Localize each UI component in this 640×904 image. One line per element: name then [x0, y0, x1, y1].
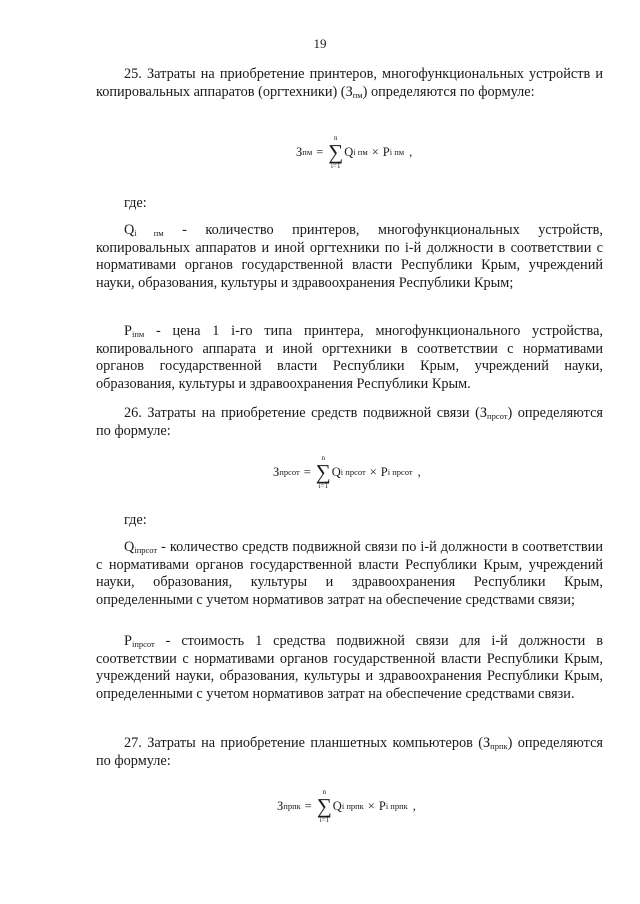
formula-comma: , — [409, 144, 413, 159]
symbol: P — [124, 323, 132, 339]
definition-text: - количество принтеров, многофункциональных устройств, копировальных аппаратов и иной оргтехники по i-й должности в соответствии с нормативами органов государственной власти Республики Крым, учреждений науки, образования, культуры и здравоохранения Республики Крым; — [96, 222, 603, 291]
definition-text: - стоимость 1 средства подвижной связи для i-й должности в соответствии с нормативами органов государственной власти Республики Крым, учреждений науки, образования, культуры и здравоохранения Республики Крым, определенными с учетом нормативов затрат на обеспечение средствами связи. — [96, 633, 603, 702]
definition-text: - количество средств подвижной связи по i-й должности в соответствии с нормативами органов государственной власти Республики Крым, учреждений науки, образования, культуры и здравоохранения Республики Крым, определенными с учетом нормативов затрат на обеспечение средствами связи; — [96, 539, 603, 608]
times-sign: × — [371, 144, 379, 159]
where-label: где: — [124, 512, 147, 528]
formula-p: P — [380, 464, 388, 479]
subscript: прсот — [487, 411, 508, 421]
page-number: 19 — [313, 36, 327, 51]
paragraph-text: 26. Затраты на приобретение средств подвижной связи (З — [124, 405, 488, 421]
formula-2: З прсот = n ∑ i=1 Q i прсот × P i прсот , — [273, 454, 421, 490]
formula-p: P — [378, 798, 386, 813]
symbol-sub: i пм — [134, 228, 164, 238]
sigma-glyph: ∑ — [328, 140, 344, 164]
formula-1: З пм = n ∑ i=1 Q i пм × P i пм , — [296, 134, 413, 170]
sum-upper-limit: n — [321, 454, 325, 462]
equals-sign: = — [304, 798, 312, 813]
equals-sign: = — [316, 144, 324, 159]
paragraph-text: ) определяются по формуле: — [96, 735, 604, 769]
definition-text: - цена 1 i-го типа принтера, многофункционального устройства, копировального аппарата и иной оргтехники в соответствии с нормативами органов государственной власти Республики Крым, учреждений науки, образования, культуры и здравоохранения Республики Крым. — [96, 323, 603, 392]
sigma-glyph: ∑ — [316, 794, 332, 818]
formula-q: Q — [331, 464, 341, 479]
subscript: пм — [352, 89, 363, 100]
paragraph-text: ) определяются по формуле: — [362, 83, 535, 100]
symbol: Q — [124, 539, 135, 555]
summation-symbol — [328, 134, 343, 170]
paragraph-25 — [96, 66, 603, 101]
paragraph-text: ) определяются по формуле: — [96, 405, 604, 439]
sum-lower-limit: i=1 — [318, 482, 328, 490]
paragraph-text: 25. Затраты на приобретение принтеров, многофункциональных устройств и копировальных аппаратов (оргтехники) (З — [96, 66, 603, 100]
formula-comma: , — [412, 798, 416, 813]
definition-q-prsot — [96, 539, 603, 609]
sum-upper-limit: n — [322, 788, 327, 796]
times-sign: × — [367, 798, 375, 813]
symbol: P — [124, 633, 132, 649]
formula-q: Q — [332, 798, 342, 813]
sum-lower-limit: i=1 — [319, 816, 329, 824]
summation-symbol — [317, 788, 332, 824]
sum-lower-limit: i=1 — [331, 162, 341, 170]
symbol-sub: iпм — [131, 329, 145, 339]
times-sign: × — [369, 464, 377, 479]
formula-lhs: З — [273, 464, 280, 479]
definition-p-pm — [96, 323, 603, 393]
definition-q-pm — [96, 222, 603, 292]
paragraph-text: 27. Затраты на приобретение планшетных компьютеров (З — [124, 735, 491, 751]
formula-p: P — [382, 144, 390, 159]
symbol-sub: iпрсот — [131, 639, 155, 649]
equals-sign: = — [303, 464, 311, 479]
formula-lhs: З — [296, 144, 303, 159]
subscript: прпк — [490, 741, 508, 751]
where-label: где: — [124, 195, 147, 211]
formula-lhs: З — [277, 798, 284, 813]
symbol: Q — [124, 222, 135, 238]
definition-p-prsot — [96, 633, 603, 703]
formula-q: Q — [344, 144, 354, 159]
formula-3: З прпк = n ∑ i=1 Q i прпк × P i прпк , — [277, 788, 416, 824]
sigma-glyph: ∑ — [315, 460, 331, 484]
summation-symbol — [316, 454, 331, 490]
symbol-sub: iпрсот — [134, 545, 158, 555]
formula-comma: , — [417, 464, 421, 479]
paragraph-26 — [96, 405, 603, 440]
sum-upper-limit: n — [334, 134, 338, 142]
paragraph-27 — [96, 735, 603, 770]
